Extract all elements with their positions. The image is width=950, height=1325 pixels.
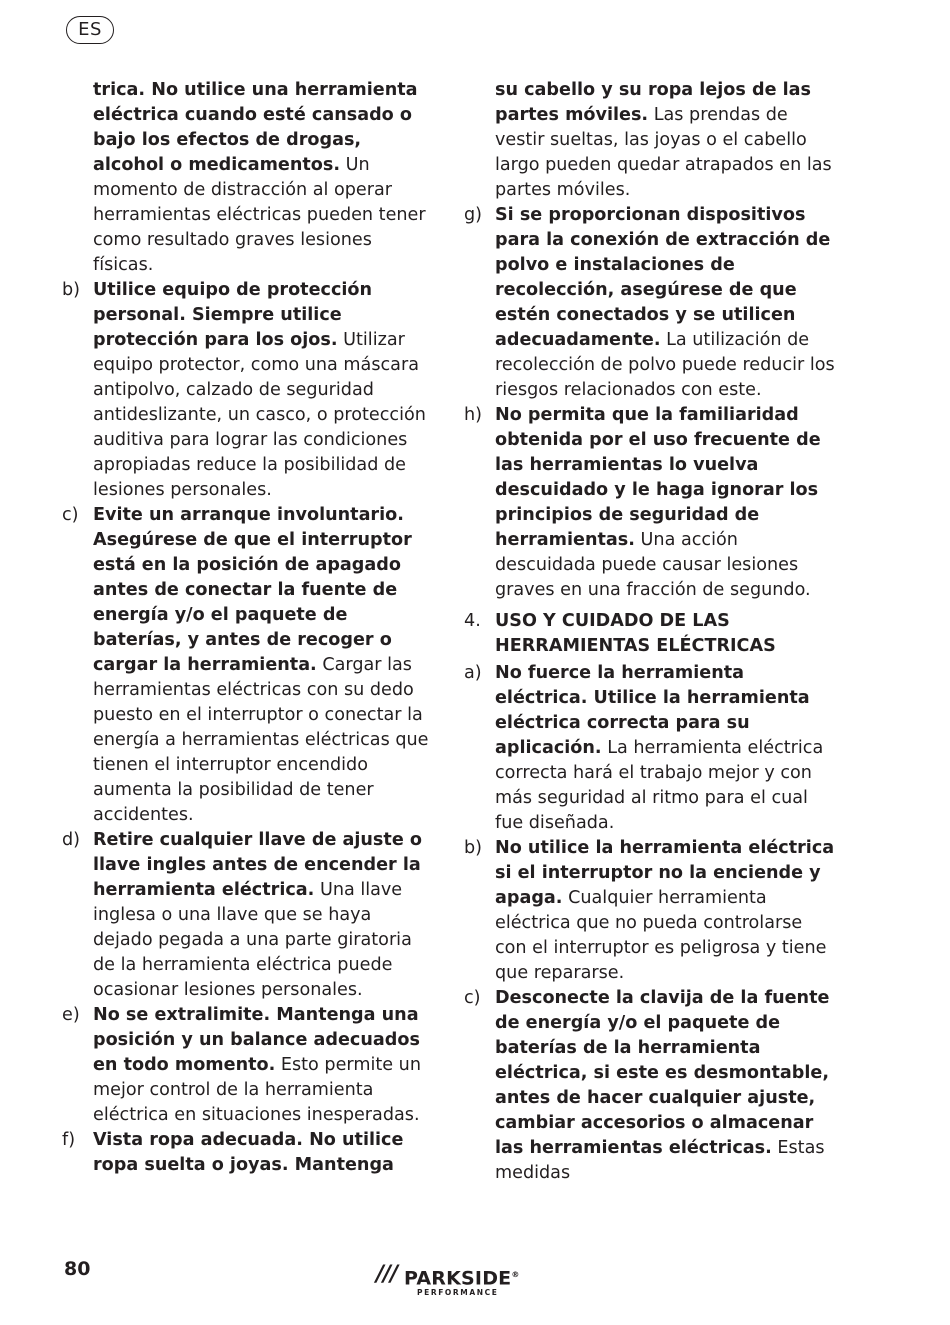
left-column [62, 78, 432, 1178]
language-badge: ES [66, 16, 114, 44]
parkside-logo [376, 1264, 526, 1298]
item-label: c) [62, 505, 79, 525]
section-title: USO Y CUIDADO DE LAS HERRAMIENTAS ELÉCTRICAS [495, 611, 776, 656]
section-number: 4. [464, 611, 481, 631]
right-continuation [464, 78, 836, 203]
logo-registered-mark: ® [511, 1270, 520, 1279]
list-item-f [62, 1128, 432, 1178]
item-label: g) [464, 205, 483, 225]
item-label: h) [464, 405, 483, 425]
item-label: a) [464, 663, 482, 683]
list-item-c2 [464, 986, 836, 1186]
item-label: b) [464, 838, 483, 858]
item-label: f) [62, 1130, 76, 1150]
item-a-bold: No fuerce la herramienta eléctrica. Utilice la herramienta eléctrica correcta para su aplicación. [495, 663, 810, 758]
left-continuation [62, 78, 432, 278]
list-item-e [62, 1003, 432, 1128]
item-b2-text: Cualquier herramienta eléctrica que no pueda controlarse con el interruptor es peligrosa y tiene que repararse. [495, 888, 827, 983]
item-e-bold: No se extralimite. Mantenga una posición y un balance adecuados en todo momento. [93, 1005, 420, 1075]
item-b2-bold: No utilice la herramienta eléctrica si el interruptor no la enciende y apaga. [495, 838, 835, 908]
left-cont-text: Un momento de distracción al operar herramientas eléctricas pueden tener como resultado graves lesiones físicas. [93, 155, 426, 275]
item-b-bold: Utilice equipo de protección personal. Siempre utilice protección para los ojos. [93, 280, 373, 350]
right-column [464, 78, 836, 1186]
item-b-text: Utilizar equipo protector, como una máscara antipolvo, calzado de seguridad antideslizante, un casco, o protección auditiva para lograr las condiciones apropiadas reduce la posibilidad de lesiones personales. [93, 330, 426, 500]
left-cont-bold: trica. No utilice una herramienta eléctrica cuando esté cansado o bajo los efectos de drogas, alcohol o medicamentos. [93, 80, 418, 175]
list-item-g [464, 203, 836, 403]
item-h-text: Una acción descuidada puede causar lesiones graves en una fracción de segundo. [495, 530, 811, 600]
item-f-bold: Vista ropa adecuada. No utilice ropa suelta o joyas. Mantenga [93, 1130, 404, 1175]
item-c-text: Cargar las herramientas eléctricas con su dedo puesto en el interruptor o conectar la energía a herramientas eléctricas que tienen el interruptor encendido aumenta la posibilidad de tener accidentes. [93, 655, 429, 825]
logo-brand [404, 1264, 520, 1289]
item-c2-text: Estas medidas [495, 1138, 825, 1183]
item-e-text: Esto permite un mejor control de la herramienta eléctrica en situaciones inesperadas. [93, 1055, 421, 1125]
item-d-text: Una llave inglesa o una llave que se haya dejado pegada a una parte giratoria de la herramienta eléctrica puede ocasionar lesiones personales. [93, 880, 412, 1000]
item-c-bold: Evite un arranque involuntario. Asegúrese de que el interruptor está en la posición de apagado antes de conectar la fuente de energía y/o el paquete de baterías, y antes de recoger o cargar la herramienta. [93, 505, 412, 675]
item-label: d) [62, 830, 81, 850]
list-item-a [464, 661, 836, 836]
list-item-b [62, 278, 432, 503]
right-cont-bold: su cabello y su ropa lejos de las partes móviles. [495, 80, 812, 125]
page-number: 80 [64, 1258, 91, 1280]
item-d-bold: Retire cualquier llave de ajuste o llave ingles antes de encender la herramienta eléctrica. [93, 830, 422, 900]
item-h-bold: No permita que la familiaridad obtenida por el uso frecuente de las herramientas lo vuelva descuidado y le haga ignorar los principios de seguridad de herramientas. [495, 405, 821, 550]
item-g-bold: Si se proporcionan dispositivos para la conexión de extracción de polvo e instalaciones de recolección, asegúrese de que estén conectados y se utilicen adecuadamente. [495, 205, 831, 350]
right-cont-text: Las prendas de vestir sueltas, las joyas o el cabello largo pueden quedar atrapados en las partes móviles. [495, 105, 832, 200]
list-item-c [62, 503, 432, 828]
logo-brand-name: PARKSIDE [404, 1267, 512, 1290]
item-c2-bold: Desconecte la clavija de la fuente de energía y/o el paquete de baterías de la herramienta eléctrica, si este es desmontable, antes de hacer cualquier ajuste, cambiar accesorios o almacenar las herramientas eléctricas. [495, 988, 830, 1158]
list-item-d [62, 828, 432, 1003]
item-label: c) [464, 988, 481, 1008]
item-label: b) [62, 280, 81, 300]
list-item-b2 [464, 836, 836, 986]
item-label: e) [62, 1005, 80, 1025]
section-heading [464, 609, 836, 659]
logo-subtitle: PERFORMANCE [417, 1288, 499, 1297]
logo-slashes-icon: /// [376, 1262, 398, 1287]
item-g-text: La utilización de recolección de polvo puede reducir los riesgos relacionados con este. [495, 330, 835, 400]
item-a-text: La herramienta eléctrica correcta hará el trabajo mejor y con más seguridad al ritmo para el cual fue diseñada. [495, 738, 824, 833]
list-item-h [464, 403, 836, 603]
